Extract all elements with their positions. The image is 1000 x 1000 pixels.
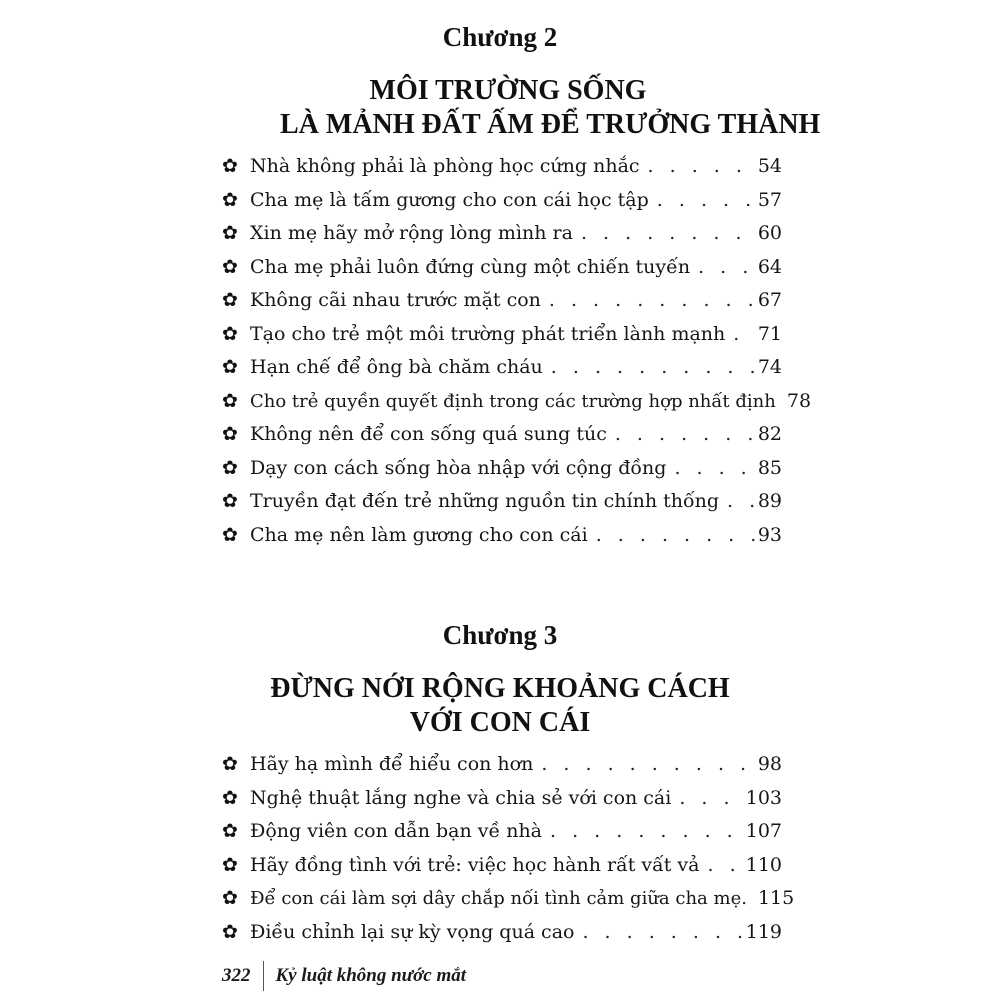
toc-entry-page: 110	[745, 853, 782, 876]
toc-entry-page: 78	[786, 389, 812, 412]
toc-entry[interactable]	[222, 184, 782, 218]
flower-bullet-icon: ✿	[222, 423, 238, 445]
toc-entry-title: Truyền đạt đến trẻ những nguồn tin chính thống	[250, 490, 720, 512]
flower-bullet-icon: ✿	[222, 490, 238, 512]
toc-entry-page: 107	[745, 820, 782, 842]
toc-entry-page: 93	[757, 523, 782, 546]
flower-bullet-icon: ✿	[222, 523, 238, 546]
page-footer	[222, 958, 466, 994]
chapter-3-title	[260, 672, 740, 740]
running-book-title: Kỷ luật không nước mắt	[275, 965, 467, 986]
chapter-2-title-line-2: LÀ MẢNH ĐẤT ẤM ĐỂ TRƯỞNG THÀNH	[280, 109, 821, 140]
dot-leader	[541, 748, 754, 782]
chapter-2-toc-list	[222, 150, 812, 552]
toc-entry-page: 64	[757, 255, 782, 278]
toc-entry-page: 54	[757, 155, 782, 177]
dot-leader	[674, 452, 754, 486]
flower-bullet-icon: ✿	[222, 820, 238, 842]
dot-leader	[549, 284, 755, 318]
dot-leader	[657, 184, 755, 218]
flower-bullet-icon: ✿	[222, 920, 238, 943]
toc-entry-title: Tạo cho trẻ một môi trường phát triển lành mạnh	[250, 322, 726, 345]
toc-entry[interactable]	[222, 849, 782, 883]
toc-entry-page: 98	[757, 753, 782, 775]
toc-entry[interactable]	[222, 385, 812, 419]
toc-entry[interactable]	[222, 519, 782, 553]
dot-leader	[648, 150, 755, 184]
toc-entry[interactable]	[222, 782, 782, 816]
toc-entry-title: Nhà không phải là phòng học cứng nhắc	[250, 155, 640, 177]
toc-entry-title: Hãy hạ mình để hiểu con hơn	[250, 753, 534, 775]
flower-bullet-icon: ✿	[222, 887, 238, 909]
dot-leader	[615, 418, 755, 452]
toc-entry[interactable]	[222, 916, 782, 950]
toc-entry[interactable]	[222, 217, 782, 251]
dot-leader	[551, 351, 755, 385]
flower-bullet-icon: ✿	[222, 155, 238, 177]
flower-bullet-icon: ✿	[222, 188, 238, 211]
toc-entry[interactable]	[222, 418, 782, 452]
chapter-2-title	[280, 74, 821, 142]
toc-entry[interactable]	[222, 882, 795, 916]
toc-entry[interactable]	[222, 150, 782, 184]
toc-entry-title: Không cãi nhau trước mặt con	[250, 289, 541, 311]
toc-entry-page: 119	[745, 920, 782, 943]
toc-entry-title: Động viên con dẫn bạn về nhà	[250, 820, 543, 842]
toc-entry-title: Hãy đồng tình với trẻ: việc học hành rất vất vả	[250, 853, 700, 876]
toc-entry[interactable]	[222, 452, 782, 486]
toc-entry-title: Cha mẹ phải luôn đứng cùng một chiến tuyến	[250, 255, 691, 278]
toc-entry[interactable]	[222, 284, 782, 318]
dot-leader	[581, 217, 755, 251]
chapter-3-title-line-2: VỚI CON CÁI	[409, 707, 591, 738]
flower-bullet-icon: ✿	[222, 389, 238, 412]
toc-entry[interactable]	[222, 251, 782, 285]
dot-leader	[733, 318, 755, 352]
flower-bullet-icon: ✿	[222, 322, 238, 345]
chapter-3-label: Chương 3	[442, 620, 558, 650]
toc-entry-page: 89	[757, 490, 782, 512]
toc-entry-page: 85	[757, 456, 782, 479]
dot-leader	[596, 519, 755, 553]
toc-entry-title: Nghệ thuật lắng nghe và chia sẻ với con cái	[250, 786, 672, 809]
toc-entry-title: Để con cái làm sợi dây chắp nối tình cảm giữa cha mẹ.	[250, 888, 747, 909]
toc-entry[interactable]	[222, 351, 782, 385]
toc-entry-page: 67	[757, 289, 782, 311]
toc-entry-page: 71	[757, 322, 782, 345]
flower-bullet-icon: ✿	[222, 753, 238, 775]
flower-bullet-icon: ✿	[222, 222, 238, 244]
toc-entry-page: 74	[757, 356, 782, 378]
dot-leader	[582, 916, 742, 950]
chapter-3-toc-list	[222, 748, 795, 949]
toc-entry[interactable]	[222, 815, 782, 849]
flower-bullet-icon: ✿	[222, 786, 238, 809]
toc-entry-title: Không nên để con sống quá sung túc	[250, 423, 607, 445]
dot-leader	[698, 251, 755, 285]
toc-entry-title: Điều chỉnh lại sự kỳ vọng quá cao	[250, 920, 575, 943]
dot-leader	[550, 815, 743, 849]
flower-bullet-icon: ✿	[222, 853, 238, 876]
toc-entry[interactable]	[222, 318, 782, 352]
toc-entry-page: 115	[757, 887, 795, 909]
toc-entry-title: Xin mẹ hãy mở rộng lòng mình ra	[250, 222, 573, 244]
dot-leader	[708, 849, 743, 883]
page-number: 322	[222, 965, 251, 986]
chapter-2-label: Chương 2	[442, 22, 558, 52]
chapter-2-title-line-1: MÔI TRƯỜNG SỐNG	[369, 75, 647, 106]
footer-divider	[263, 961, 264, 991]
toc-entry-page: 60	[757, 222, 782, 244]
toc-entry-title: Cha mẹ là tấm gương cho con cái học tập	[250, 188, 649, 211]
toc-entry-page: 57	[757, 188, 782, 211]
toc-entry-page: 103	[745, 786, 782, 809]
flower-bullet-icon: ✿	[222, 456, 238, 479]
toc-entry-page: 82	[757, 423, 782, 445]
toc-entry-title: Hạn chế để ông bà chăm cháu	[250, 356, 543, 378]
toc-entry-title: Cho trẻ quyền quyết định trong các trường hợp nhất định	[250, 390, 776, 412]
flower-bullet-icon: ✿	[222, 356, 238, 378]
toc-entry-title: Dạy con cách sống hòa nhập với cộng đồng	[250, 456, 667, 479]
chapter-3-title-line-1: ĐỪNG NỚI RỘNG KHOẢNG CÁCH	[270, 673, 730, 704]
toc-entry[interactable]	[222, 748, 782, 782]
flower-bullet-icon: ✿	[222, 255, 238, 278]
dot-leader	[727, 485, 755, 519]
flower-bullet-icon: ✿	[222, 289, 238, 311]
toc-entry[interactable]	[222, 485, 782, 519]
toc-entry-title: Cha mẹ nên làm gương cho con cái	[250, 523, 588, 546]
dot-leader	[679, 782, 742, 816]
